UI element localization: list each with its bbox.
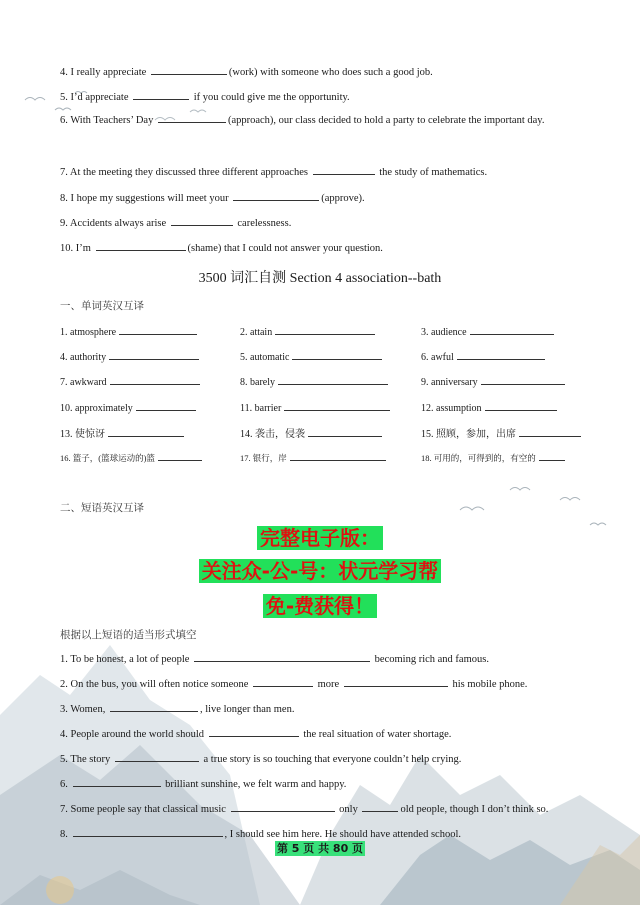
vocab-item <box>60 349 201 363</box>
vocab-term: 15. 照顾，参加，出席 <box>421 428 516 440</box>
question-8: 8. I hope my suggestions will meet your (approve). <box>60 190 580 206</box>
answer-blank[interactable] <box>481 374 565 385</box>
answer-blank[interactable] <box>485 400 557 411</box>
answer-blank[interactable] <box>362 801 398 812</box>
promo-line-1: 完整电子版： <box>0 522 640 551</box>
vocab-term: 12. assumption <box>421 402 482 414</box>
answer-blank[interactable] <box>278 374 388 385</box>
answer-blank[interactable] <box>292 349 382 360</box>
answer-blank[interactable] <box>253 676 313 687</box>
answer-blank[interactable] <box>344 676 448 687</box>
answer-blank[interactable] <box>284 400 390 411</box>
answer-blank[interactable] <box>96 240 186 251</box>
vocab-term: 14. 袭击，侵袭 <box>240 428 305 440</box>
question-5: 5. I’d appreciate if you could give me the opportunity. <box>60 89 580 105</box>
vocab-item <box>240 374 390 388</box>
vocab-item <box>240 450 388 464</box>
answer-blank[interactable] <box>233 190 319 201</box>
answer-blank[interactable] <box>470 324 554 335</box>
answer-blank[interactable] <box>231 801 335 812</box>
vocab-heading: 一、单词英汉互译 <box>60 301 144 312</box>
answer-blank[interactable] <box>519 426 581 437</box>
vocab-item <box>60 324 199 338</box>
vocab-term: 10. approximately <box>60 402 133 414</box>
vocab-item <box>421 349 547 363</box>
vocab-item <box>240 349 384 363</box>
phrase-question-6: 6. brilliant sunshine, we felt warm and happy. <box>60 776 580 792</box>
question-10: 10. I’m (shame) that I could not answer your question. <box>60 240 580 256</box>
phrase-question-8: 8. , I should see him here. He should have attended school. <box>60 826 580 842</box>
answer-blank[interactable] <box>110 701 198 712</box>
phrase-question-2: 2. On the bus, you will often notice someone more his mobile phone. <box>60 676 580 692</box>
vocab-item <box>421 400 559 414</box>
vocab-item <box>240 400 392 414</box>
answer-blank[interactable] <box>151 64 227 75</box>
vocab-term: 2. attain <box>240 327 273 338</box>
phrase-question-4: 4. People around the world should the real situation of water shortage. <box>60 726 580 742</box>
answer-blank[interactable] <box>194 651 370 662</box>
answer-blank[interactable] <box>290 450 386 461</box>
answer-blank[interactable] <box>539 450 565 461</box>
phrase-heading: 二、短语英汉互译 <box>60 503 144 514</box>
vocab-item <box>240 324 377 338</box>
vocab-term: 4. authority <box>60 352 107 364</box>
answer-blank[interactable] <box>308 426 382 437</box>
answer-blank[interactable] <box>110 374 200 385</box>
section-title: 3500 词汇自测 Section 4 association--bath <box>198 271 442 286</box>
answer-blank[interactable] <box>158 112 226 123</box>
answer-blank[interactable] <box>313 164 375 175</box>
answer-blank[interactable] <box>115 751 199 762</box>
phrase-question-7: 7. Some people say that classical music only old people, though I don’t think so. <box>60 801 580 817</box>
vocab-term: 18. 可用的，可得到的，有空的 <box>421 453 536 463</box>
vocab-term: 7. awkward <box>60 377 107 389</box>
promo-line-3: 免-费获得！ <box>0 590 640 619</box>
answer-blank[interactable] <box>136 400 196 411</box>
vocab-item <box>240 425 384 440</box>
vocab-item <box>421 324 556 338</box>
question-6: 6. With Teachers’ Day (approach), our class decided to hold a party to celebrate the important day. <box>60 108 580 133</box>
vocab-item <box>60 374 202 388</box>
promo-line-2: 关注众-公-号：状元学习帮 <box>0 555 640 584</box>
answer-blank[interactable] <box>209 726 299 737</box>
vocab-term: 1. atmosphere <box>60 327 117 338</box>
answer-blank[interactable] <box>73 826 223 837</box>
vocab-term: 3. audience <box>421 327 467 338</box>
vocab-item <box>421 450 567 464</box>
vocab-term: 9. anniversary <box>421 377 478 389</box>
answer-blank[interactable] <box>119 324 197 335</box>
vocab-term: 8. barely <box>240 377 275 389</box>
answer-blank[interactable] <box>158 450 202 461</box>
vocab-term: 16. 篮子，(篮球运动的)篮 <box>60 453 155 463</box>
vocab-term: 17. 银行，岸 <box>240 453 287 463</box>
question-4: 4. I really appreciate (work) with someone who does such a good job. <box>60 64 580 80</box>
answer-blank[interactable] <box>108 426 184 437</box>
phrase-question-3: 3. Women, , live longer than men. <box>60 701 580 717</box>
vocab-item <box>421 425 583 440</box>
answer-blank[interactable] <box>275 324 375 335</box>
vocab-term: 5. automatic <box>240 352 290 364</box>
answer-blank[interactable] <box>109 349 199 360</box>
vocab-item <box>421 374 567 388</box>
answer-blank[interactable] <box>133 89 189 100</box>
phrase-question-5: 5. The story a true story is so touching that everyone couldn’t help crying. <box>60 751 580 767</box>
question-7: 7. At the meeting they discussed three different approaches the study of mathematics. <box>60 164 580 180</box>
fill-heading: 根据以上短语的适当形式填空 <box>60 630 197 641</box>
answer-blank[interactable] <box>457 349 545 360</box>
phrase-question-1: 1. To be honest, a lot of people becoming rich and famous. <box>60 651 580 667</box>
vocab-item <box>60 425 186 440</box>
vocab-item <box>60 400 198 414</box>
question-9: 9. Accidents always arise carelessness. <box>60 215 580 231</box>
page-footer: 第 5 页 共 80 页 <box>276 842 364 855</box>
vocab-term: 11. barrier <box>240 402 282 414</box>
answer-blank[interactable] <box>171 215 233 226</box>
vocab-term: 13. 使惊讶 <box>60 428 105 440</box>
answer-blank[interactable] <box>73 776 161 787</box>
vocab-item <box>60 450 204 464</box>
vocab-term: 6. awful <box>421 352 454 364</box>
